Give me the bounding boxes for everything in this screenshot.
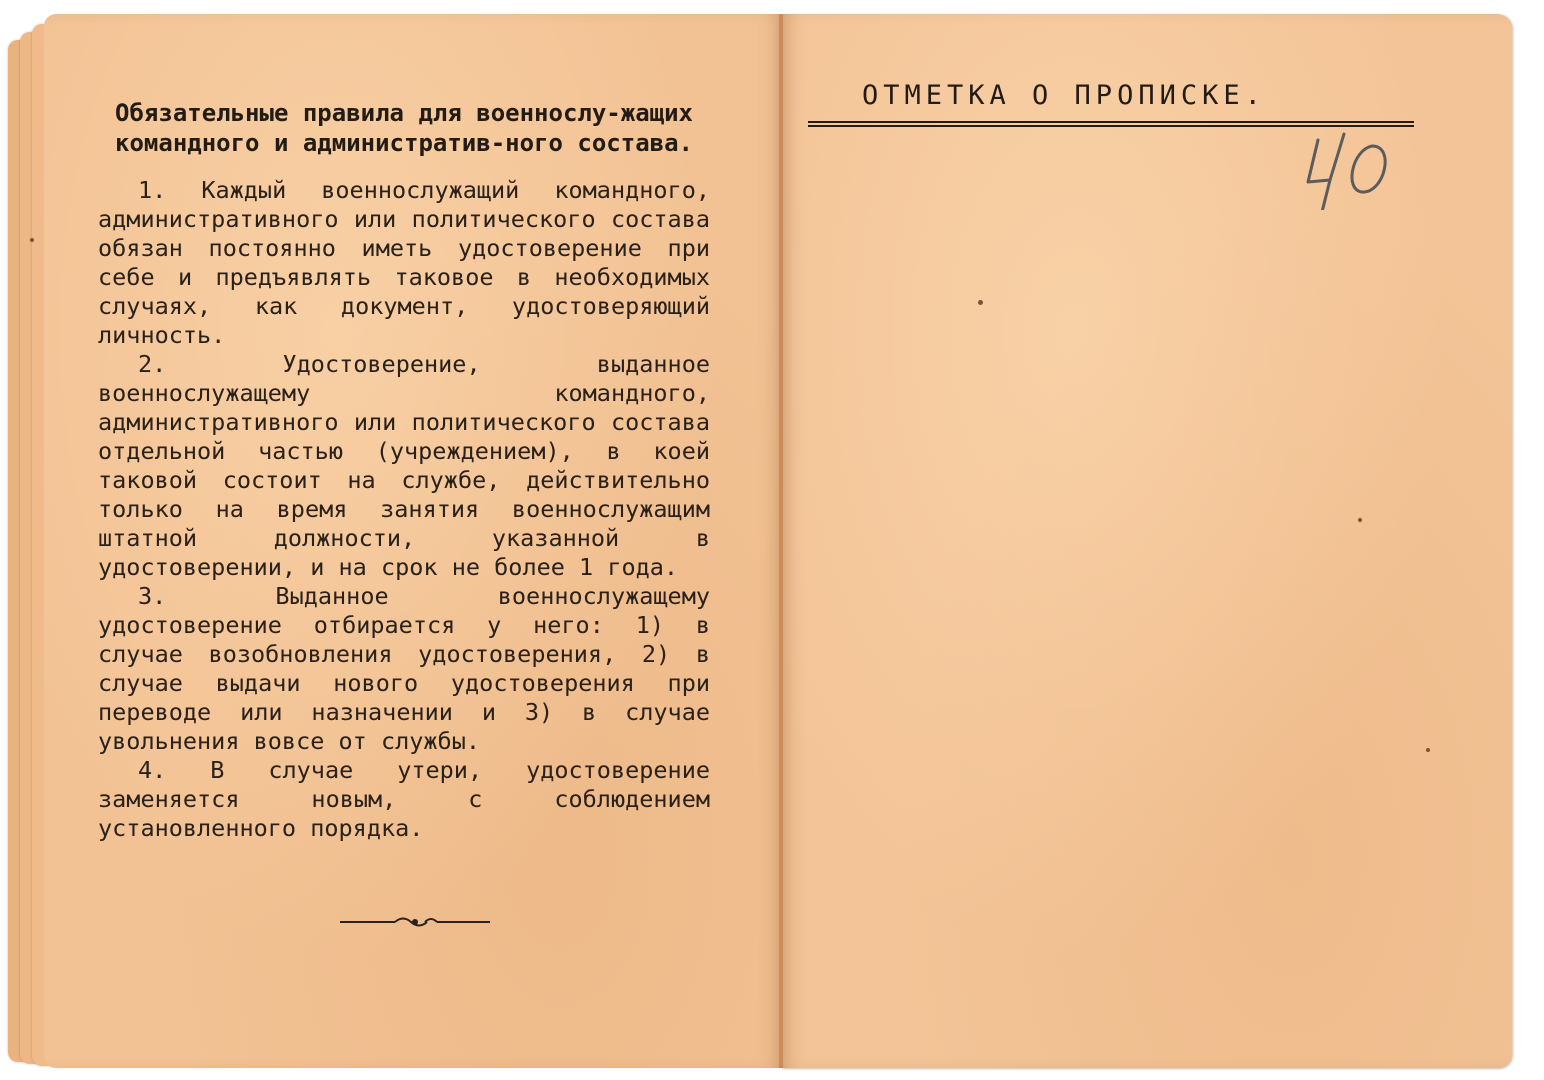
registration-title: ОТМЕТКА О ПРОПИСКЕ. [862,80,1266,111]
rule-item: 4. В случае утери, удостоверение заменяется новым, с соблюдением установленного порядка. [98,756,710,842]
booklet-gutter [779,14,783,1068]
rules-block [98,98,710,843]
ornament-divider [340,910,490,934]
handwritten-number [1300,120,1410,210]
paper-speck [1426,748,1430,752]
paper-speck [978,300,983,305]
paper-speck [1358,518,1362,522]
rule-item: 2. Удостоверение, выданное военнослужащему командного, административного или политического состава отдельной частью (учреждением), в коей таковой состоит на службе, действительно только на время занятия военнослужащим штатной должности, указанной в удостоверении, и на срок не более 1 года. [98,350,710,581]
rule-item: 1. Каждый военнослужащий командного, административного или политического состава обязан постоянно иметь удостоверение при себе и предъявлять таковое в необходимых случаях, как документ, удостоверяющий личность. [98,176,710,349]
rule-item: 3. Выданное военнослужащему удостоверение отбирается у него: 1) в случае возобновления удостоверения, 2) в случае выдачи нового удостоверения при переводе или назначении и 3) в случае увольнения вовсе от службы. [98,582,710,755]
rules-title: Обязательные правила для военнослу-жащих командного и административ-ного состава. [115,99,693,157]
paper-speck [30,238,34,242]
handwritten-number-text: 40 [1300,120,1301,121]
